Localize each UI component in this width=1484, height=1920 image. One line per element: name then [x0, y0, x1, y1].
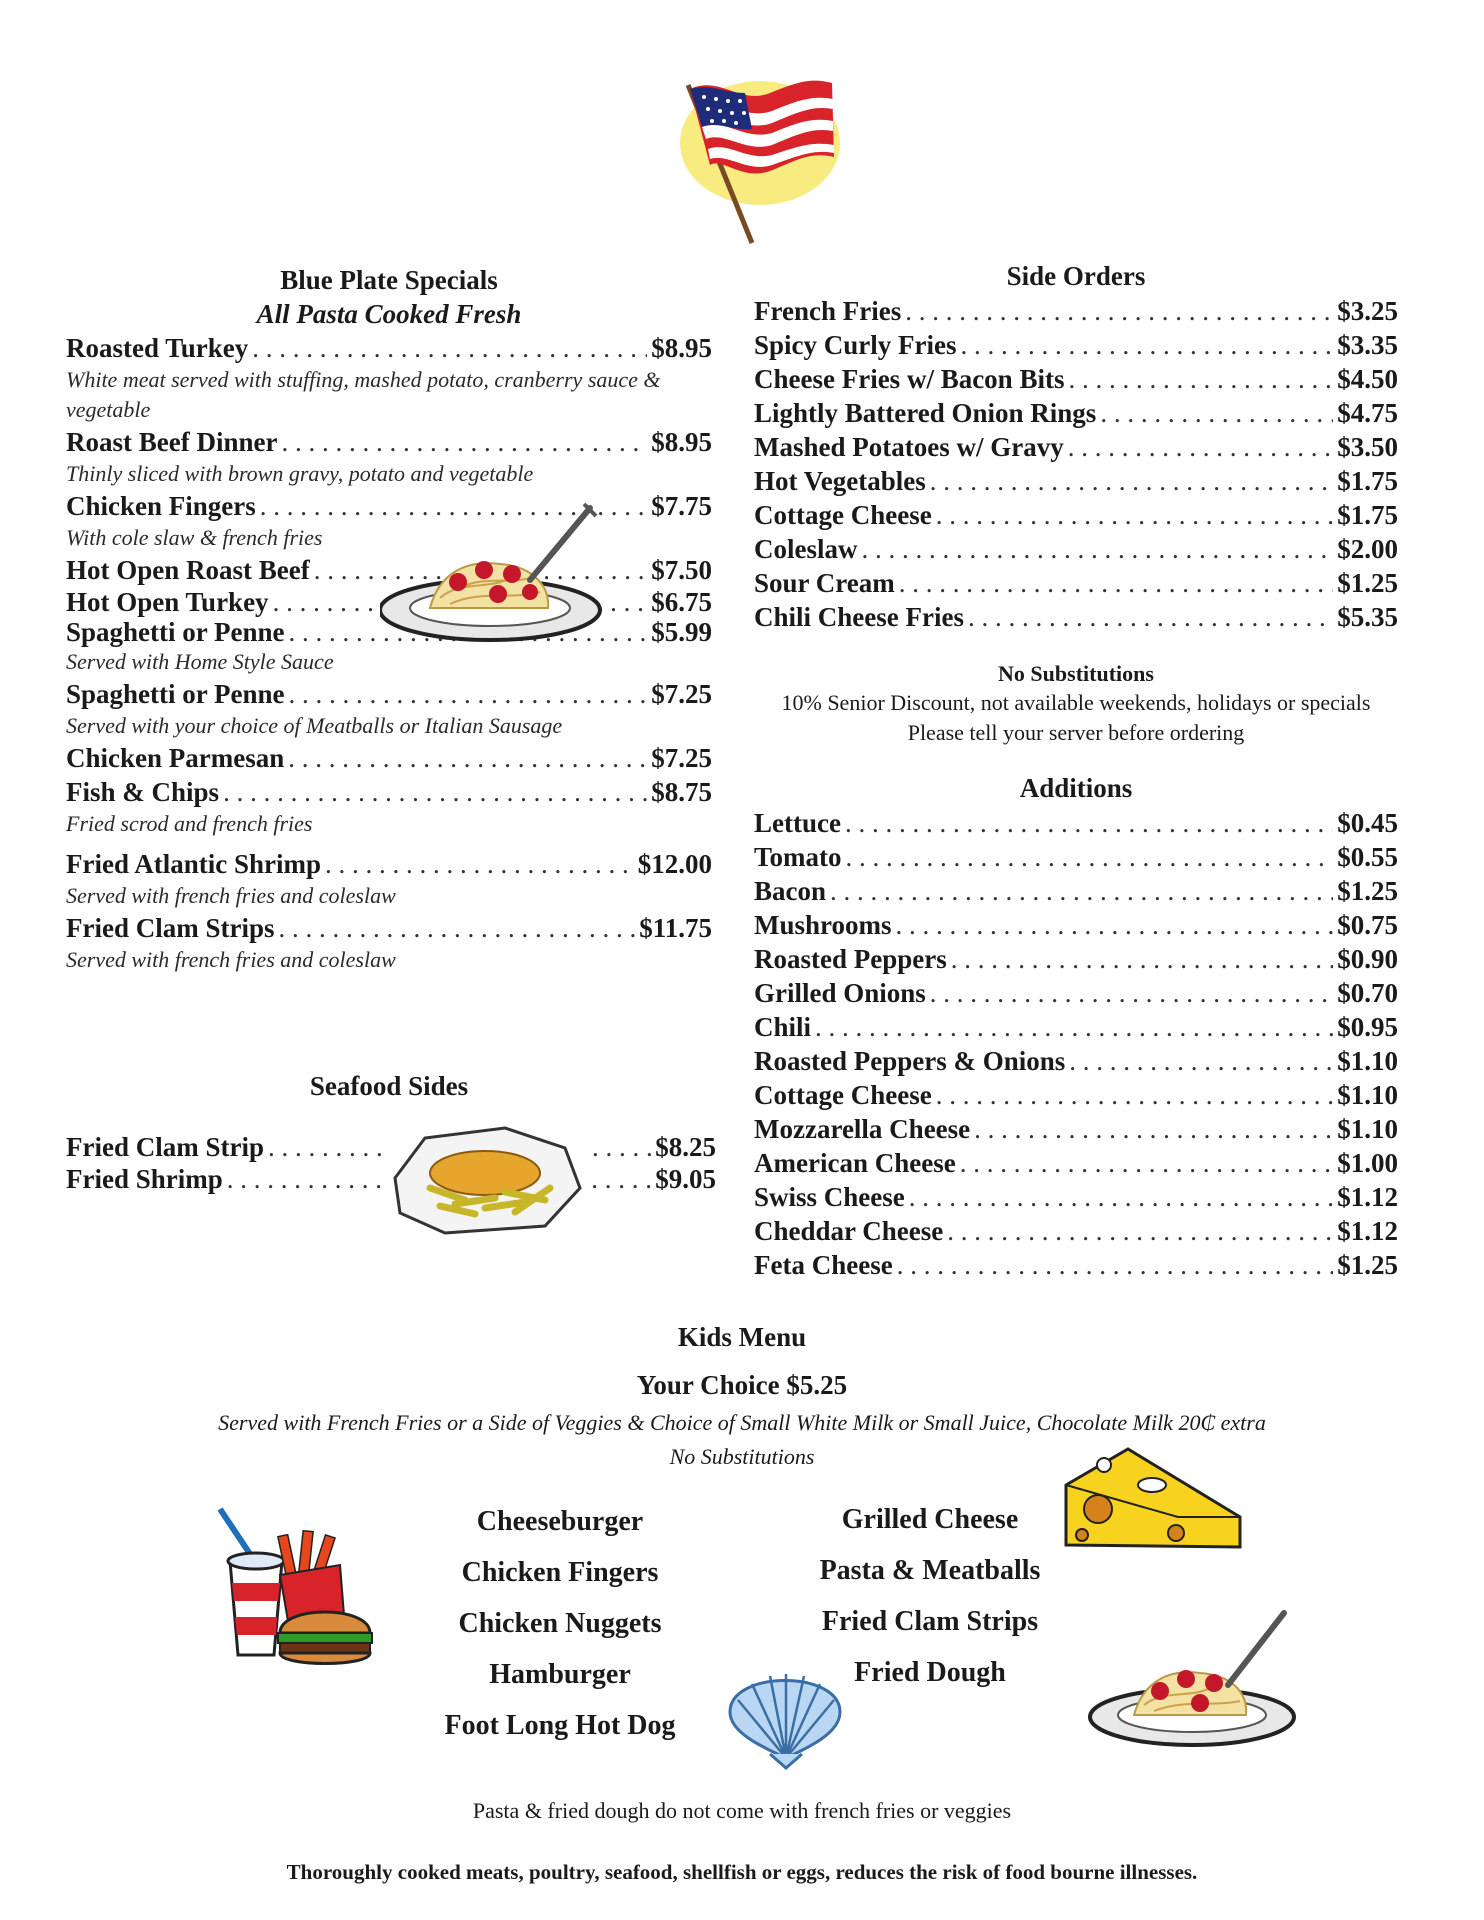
menu-item: Fried Shrimp . . . $9.05: [66, 1162, 716, 1194]
blue-plate-subtitle: All Pasta Cooked Fresh: [256, 299, 522, 329]
pasta-note: Pasta & fried dough do not come with french fries or veggies: [472, 1798, 1012, 1823]
kids-left-list: [420, 1496, 700, 1751]
menu-item: Spaghetti or Penne . . . $7.25: [66, 677, 712, 711]
kids-your-choice: Your Choice $5.25: [636, 1370, 848, 1400]
kids-meal-icon: [210, 1505, 380, 1675]
menu-item: Fried Clam Strip . . . $8.25: [66, 1130, 716, 1162]
menu-item: Grilled Onions . . . $0.70: [754, 976, 1398, 1010]
cheese-wedge-icon: [1058, 1445, 1248, 1560]
kids-item: Hamburger: [489, 1659, 631, 1690]
no-substitutions-note: No Substitutions: [998, 661, 1154, 686]
menu-item-desc: Served with your choice of Meatballs or Italian Sausage: [66, 713, 563, 738]
menu-item: Sour Cream . . . $1.25: [754, 566, 1398, 600]
flag-icon: [660, 65, 860, 245]
menu-item: Coleslaw . . . $2.00: [754, 532, 1398, 566]
menu-item: Chicken Fingers . . . $7.75: [66, 489, 712, 523]
seashell-icon: [720, 1650, 850, 1770]
menu-item: Swiss Cheese . . . $1.12: [754, 1180, 1398, 1214]
kids-item: Fried Clam Strips: [821, 1606, 1039, 1637]
menu-item: Spicy Curly Fries . . . $3.35: [754, 328, 1398, 362]
kids-item: Chicken Fingers: [461, 1557, 659, 1588]
side-orders-title: Side Orders: [1006, 261, 1146, 291]
menu-item: Cottage Cheese . . . $1.75: [754, 498, 1398, 532]
spaghetti-plate-icon: [380, 500, 620, 650]
menu-item: Fried Atlantic Shrimp . . . $12.00: [66, 847, 712, 881]
additions-section: [754, 770, 1398, 1282]
spaghetti-plate-icon: [1088, 1605, 1318, 1755]
menu-item: Cheddar Cheese . . . $1.12: [754, 1214, 1398, 1248]
menu-item: Cottage Cheese . . . $1.10: [754, 1078, 1398, 1112]
menu-item: Mozzarella Cheese . . . $1.10: [754, 1112, 1398, 1146]
menu-item: Roasted Peppers & Onions . . . $1.10: [754, 1044, 1398, 1078]
kids-item: Pasta & Meatballs: [819, 1555, 1041, 1586]
menu-item: Bacon . . . $1.25: [754, 874, 1398, 908]
menu-item: Lettuce . . . $0.45: [754, 806, 1398, 840]
menu-item: Chili Cheese Fries . . . $5.35: [754, 600, 1398, 634]
menu-item: Hot Vegetables . . . $1.75: [754, 464, 1398, 498]
kids-served-with: [0, 1408, 1484, 1438]
kids-item: Cheeseburger: [476, 1506, 644, 1537]
tell-server-note: Please tell your server before ordering: [907, 720, 1245, 745]
kids-item: Chicken Nuggets: [458, 1608, 662, 1639]
kids-no-substitutions: No Substitutions: [669, 1444, 815, 1469]
seafood-sides-title: Seafood Sides: [309, 1071, 469, 1101]
menu-item-desc: Served with french fries and coleslaw: [66, 947, 396, 972]
menu-item: Hot Open Turkey . . . $6.75: [66, 587, 712, 617]
fried-clams-icon: [385, 1118, 585, 1238]
menu-item: Mushrooms . . . $0.75: [754, 908, 1398, 942]
menu-item-desc: White meat served with stuffing, mashed potato, cranberry sauce & vegetable: [66, 367, 661, 422]
menu-item-desc: Served with french fries and coleslaw: [66, 883, 396, 908]
menu-item: Fried Clam Strips . . . $11.75: [66, 911, 712, 945]
kids-menu-title: Kids Menu: [677, 1322, 807, 1352]
menu-item: Feta Cheese . . . $1.25: [754, 1248, 1398, 1282]
menu-item: Roasted Peppers . . . $0.90: [754, 942, 1398, 976]
kids-item: Grilled Cheese: [841, 1504, 1019, 1535]
menu-item: Lightly Battered Onion Rings . . . $4.75: [754, 396, 1398, 430]
menu-item: Chicken Parmesan . . . $7.25: [66, 741, 712, 775]
menu-item-desc: Fried scrod and french fries: [66, 811, 313, 836]
blue-plate-title: Blue Plate Specials: [280, 265, 498, 295]
food-safety-warning: Thoroughly cooked meats, poultry, seafood, shellfish or eggs, reduces the risk of food bourne illnesses.: [286, 1860, 1198, 1884]
menu-item-desc: Served with Home Style Sauce: [66, 649, 334, 674]
menu-item: American Cheese . . . $1.00: [754, 1146, 1398, 1180]
menu-item: Chili . . . $0.95: [754, 1010, 1398, 1044]
menu-item: Spaghetti or Penne . . . $5.99: [66, 617, 712, 647]
menu-item: Roast Beef Dinner . . . $8.95: [66, 425, 712, 459]
menu-item: French Fries . . . $3.25: [754, 294, 1398, 328]
side-orders-section: [754, 258, 1398, 748]
menu-item: Tomato . . . $0.55: [754, 840, 1398, 874]
menu-item: Roasted Turkey . . . $8.95: [66, 331, 712, 365]
kids-served-main: Served with French Fries or a Side of Veggies & Choice of Small White Milk or Small Juice,: [218, 1410, 1032, 1435]
senior-discount-note: 10% Senior Discount, not available weekends, holidays or specials: [781, 690, 1371, 715]
kids-item: Foot Long Hot Dog: [444, 1710, 676, 1741]
menu-item: Hot Open Roast Beef . . . $7.50: [66, 553, 712, 587]
menu-item: Fish & Chips . . . $8.75: [66, 775, 712, 809]
kids-served-extra: Chocolate Milk 20₵ extra: [1036, 1410, 1266, 1435]
menu-item: Cheese Fries w/ Bacon Bits . . . $4.50: [754, 362, 1398, 396]
kids-item: Fried Dough: [854, 1657, 1006, 1688]
additions-title: Additions: [1019, 773, 1133, 803]
menu-item-desc: With cole slaw & french fries: [66, 525, 323, 550]
menu-item: Mashed Potatoes w/ Gravy . . . $3.50: [754, 430, 1398, 464]
menu-item-desc: Thinly sliced with brown gravy, potato and vegetable: [66, 461, 534, 486]
